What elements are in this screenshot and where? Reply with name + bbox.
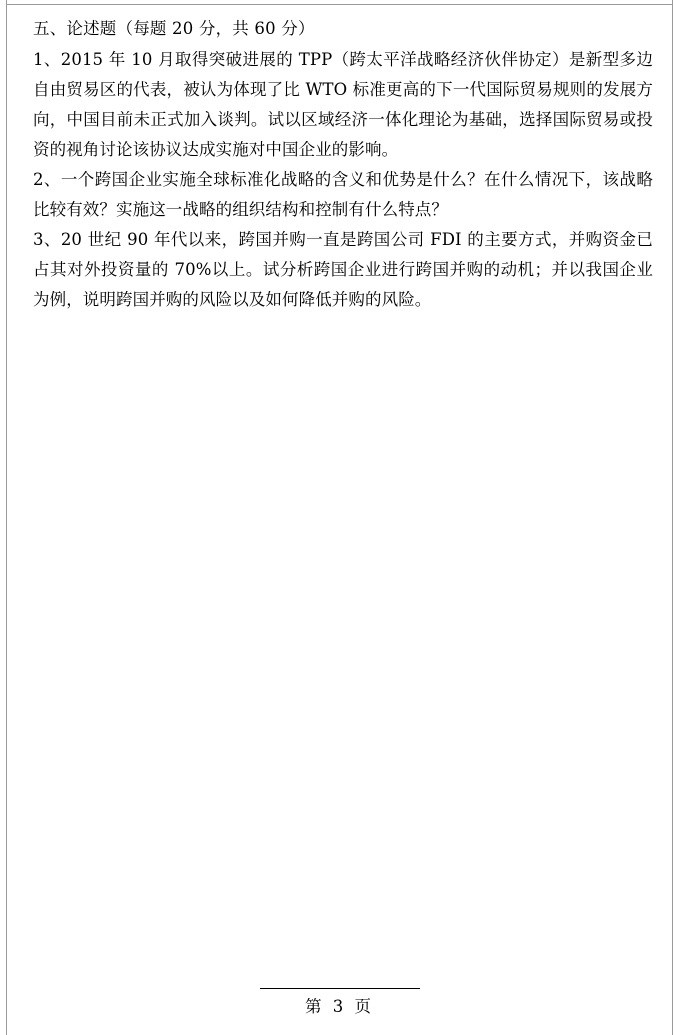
question-3: 3、20 世纪 90 年代以来，跨国并购一直是跨国公司 FDI 的主要方式，并购资金已占其对外投资量的 70%以上。试分析跨国企业进行跨国并购的动机；并以我国企业为例，说明跨国并购的风险以及如何降低并购的风险。 xyxy=(33,230,653,309)
page-content xyxy=(33,14,653,315)
page-border-right xyxy=(672,0,673,1035)
footer-rule xyxy=(260,988,420,1017)
section-title: 五、论述题（每题 20 分，共 60 分） xyxy=(33,19,315,38)
question-2: 2、一个跨国企业实施全球标准化战略的含义和优势是什么？在什么情况下，该战略比较有效？实施这一战略的组织结构和控制有什么特点？ xyxy=(33,170,653,219)
page-border-top xyxy=(6,4,673,5)
question-1: 1、2015 年 10 月取得突破进展的 TPP（跨太平洋战略经济伙伴协定）是新型多边自由贸易区的代表，被认为体现了比 WTO 标准更高的下一代国际贸易规则的发展方向，中国目前未正式加入谈判。试以区域经济一体化理论为基础，选择国际贸易或投资的视角讨论该协议达成实施对中国企业的影响。 xyxy=(33,50,653,159)
page-footer xyxy=(0,988,679,1017)
page-border-left xyxy=(6,0,7,1035)
page-number: 第 3 页 xyxy=(305,997,374,1016)
